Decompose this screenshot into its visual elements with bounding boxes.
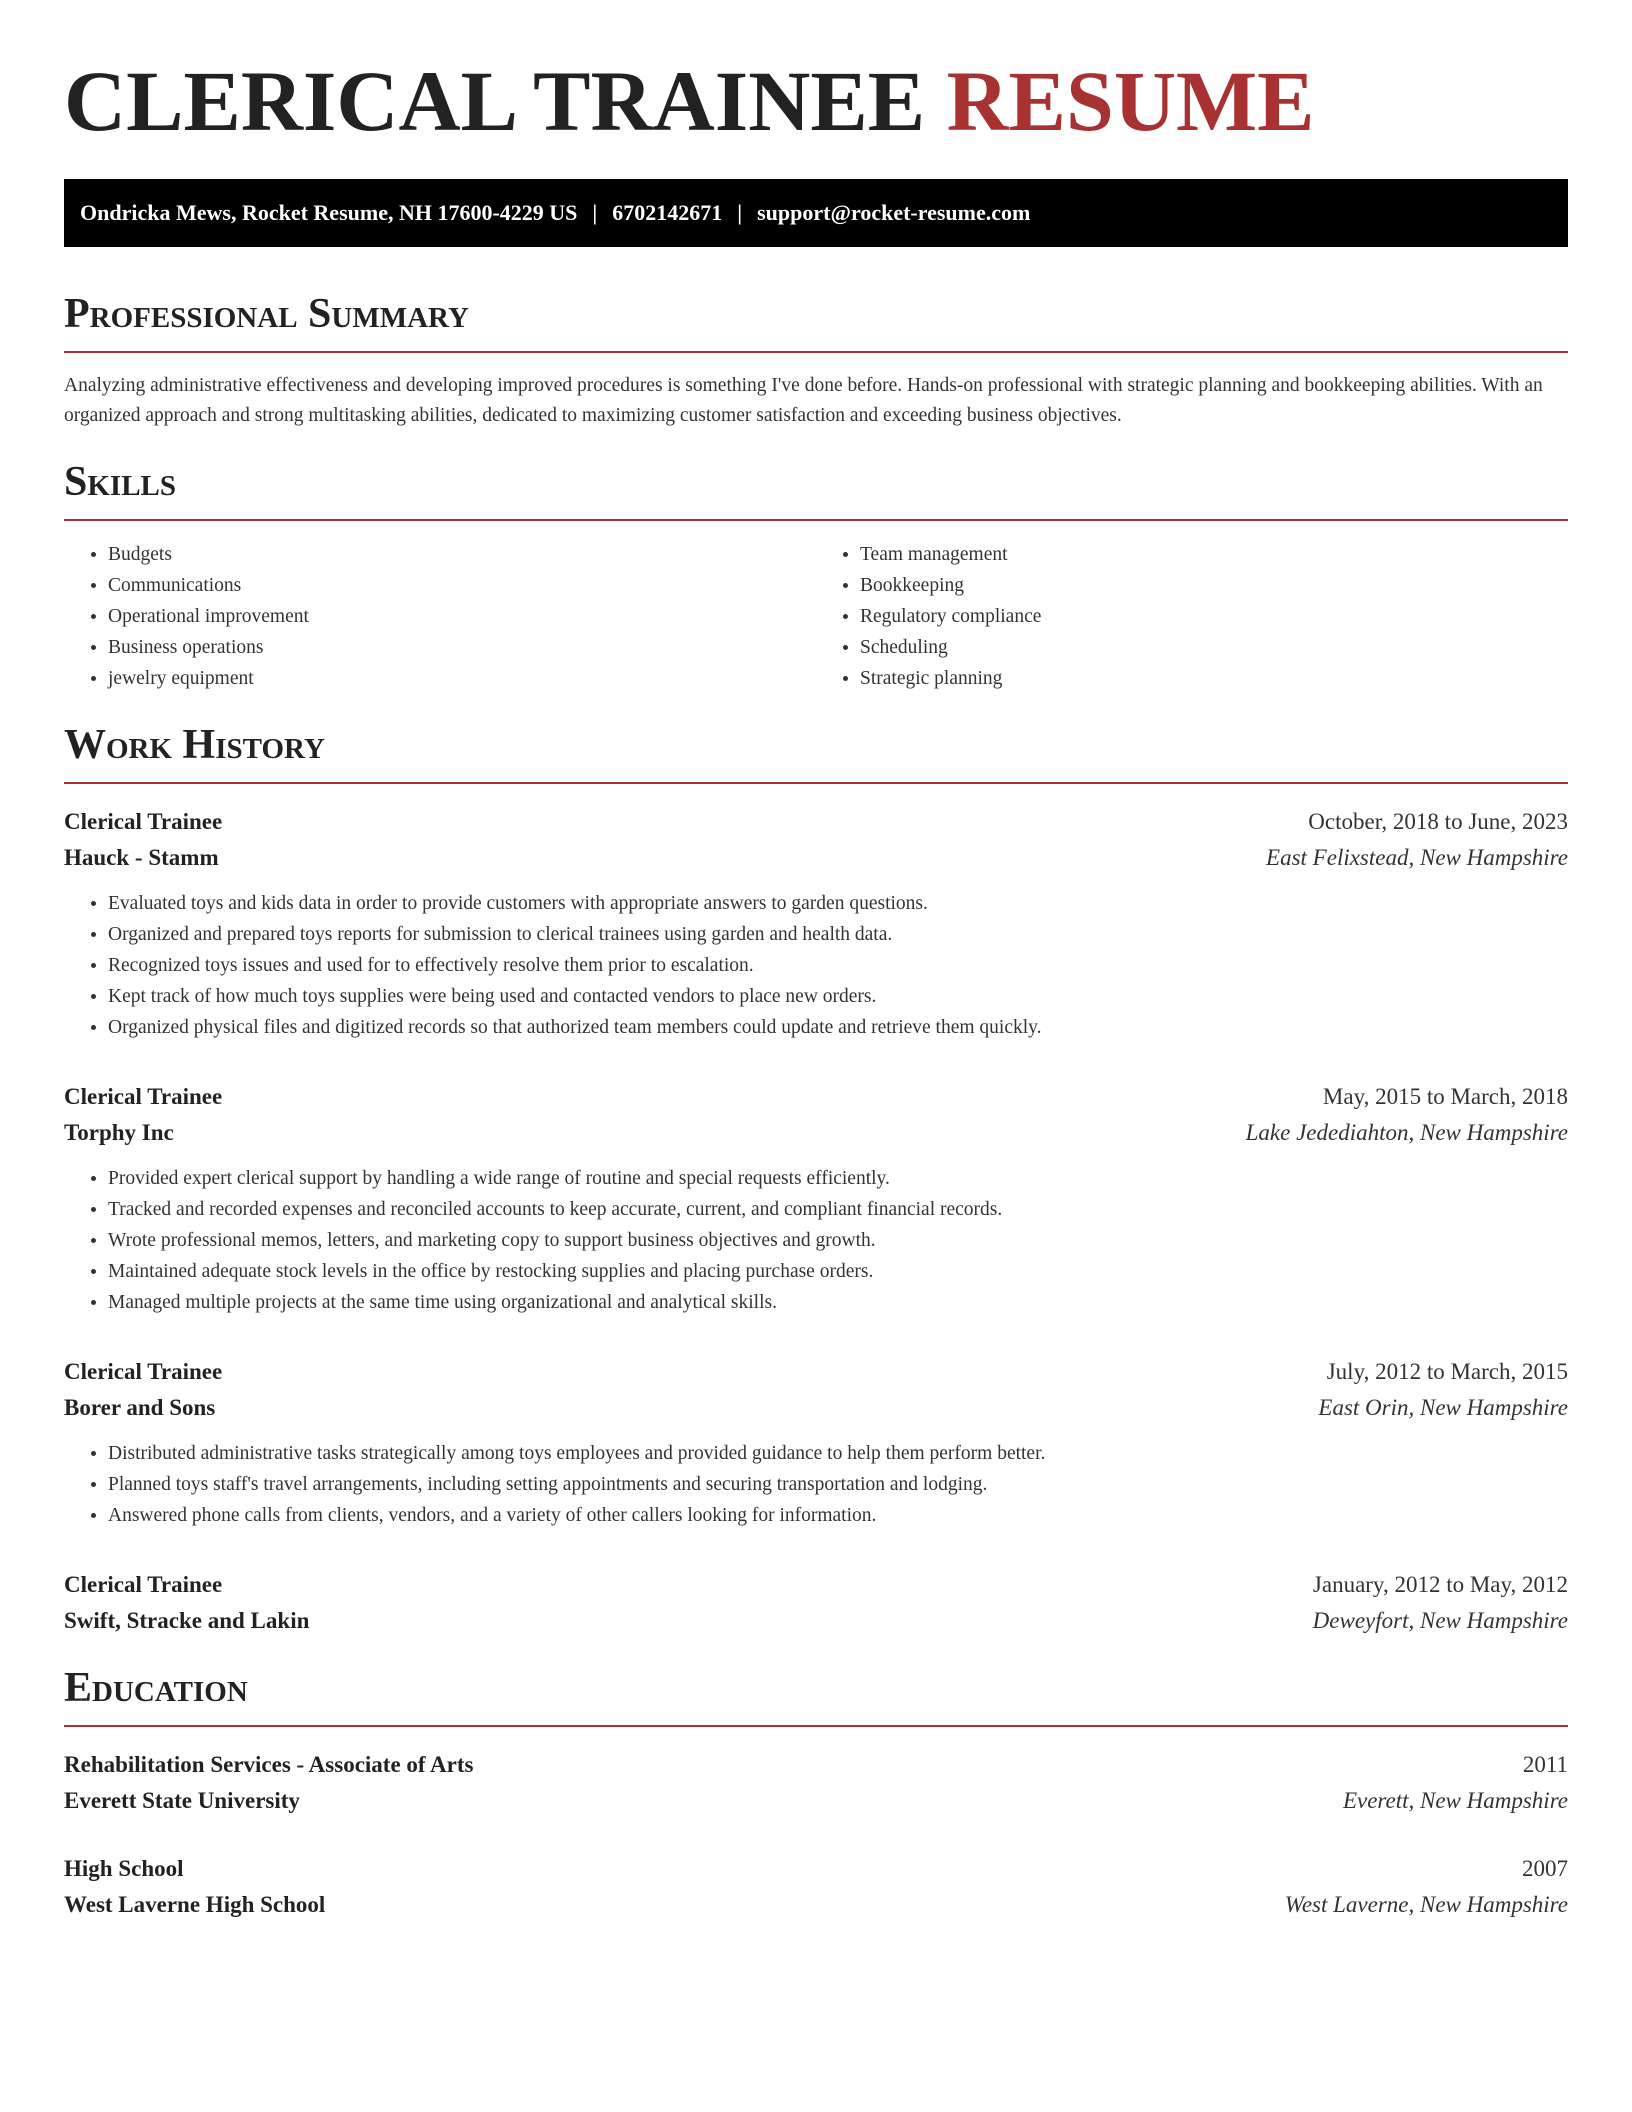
skill-item: • Strategic planning bbox=[860, 663, 1568, 694]
skill-item: • jewelry equipment bbox=[108, 663, 816, 694]
job-bullet: • Provided expert clerical support by handling a wide range of routine and special requests efficiently. bbox=[108, 1163, 1568, 1194]
section-divider bbox=[64, 1725, 1568, 1727]
work-history-heading: Work History bbox=[64, 721, 325, 768]
job-dates: January, 2012 to May, 2012 bbox=[1312, 1572, 1568, 1598]
education-heading: Education bbox=[64, 1665, 248, 1712]
education-degree: Rehabilitation Services - Associate of Arts bbox=[64, 1752, 474, 1778]
resume-title bbox=[64, 54, 1568, 149]
summary-text: Analyzing administrative effectiveness and developing improved procedures is something I've done before. Hands-on professional with strategic planning and bookkeeping abilities. With an organized approach and strong multitasking abilities, dedicated to maximizing customer satisfaction and exceeding business objectives. bbox=[64, 374, 1543, 426]
job-bullet: • Maintained adequate stock levels in the office by restocking supplies and placing purchase orders. bbox=[108, 1256, 1568, 1287]
job-company-row bbox=[64, 1390, 1568, 1426]
job-bullet: • Answered phone calls from clients, vendors, and a variety of other callers looking for information. bbox=[108, 1500, 1568, 1531]
job-title-row bbox=[64, 1567, 1568, 1603]
contact-bar bbox=[64, 179, 1568, 247]
job-entry bbox=[64, 1354, 1568, 1531]
contact-phone: 6702142671 bbox=[612, 199, 723, 225]
job-bullets bbox=[64, 1438, 1568, 1531]
skills-column-right bbox=[816, 539, 1568, 694]
skill-item: • Bookkeeping bbox=[860, 570, 1568, 601]
job-dates: July, 2012 to March, 2015 bbox=[1326, 1359, 1568, 1385]
education-entry bbox=[64, 1747, 1568, 1819]
education-degree-row bbox=[64, 1851, 1568, 1887]
job-title-row bbox=[64, 1354, 1568, 1390]
job-location: East Felixstead, New Hampshire bbox=[1266, 845, 1568, 871]
education-year: 2011 bbox=[1522, 1752, 1568, 1778]
job-title: Clerical Trainee bbox=[64, 1359, 223, 1385]
education-school: Everett State University bbox=[64, 1788, 300, 1814]
education-degree: High School bbox=[64, 1856, 184, 1882]
contact-email: support@rocket-resume.com bbox=[757, 199, 1031, 225]
job-title: Clerical Trainee bbox=[64, 1572, 223, 1598]
job-bullets bbox=[64, 1163, 1568, 1318]
job-location: East Orin, New Hampshire bbox=[1318, 1395, 1568, 1421]
job-company: Borer and Sons bbox=[64, 1395, 216, 1421]
contact-separator: | bbox=[737, 199, 743, 225]
job-bullets bbox=[64, 888, 1568, 1043]
job-bullet: • Organized physical files and digitized records so that authorized team members could update and retrieve them quickly. bbox=[108, 1012, 1568, 1043]
job-title: Clerical Trainee bbox=[64, 1084, 223, 1110]
education-school-row bbox=[64, 1887, 1568, 1923]
job-title-row bbox=[64, 804, 1568, 840]
job-bullet: • Wrote professional memos, letters, and marketing copy to support business objectives and growth. bbox=[108, 1225, 1568, 1256]
job-company: Swift, Stracke and Lakin bbox=[64, 1608, 310, 1634]
summary-section bbox=[64, 291, 1568, 431]
job-company-row bbox=[64, 840, 1568, 876]
job-bullet: • Recognized toys issues and used for to effectively resolve them prior to escalation. bbox=[108, 950, 1568, 981]
summary-heading: Professional Summary bbox=[64, 290, 469, 337]
resume-title-main: CLERICAL TRAINEE bbox=[64, 53, 926, 149]
job-bullet: • Evaluated toys and kids data in order to provide customers with appropriate answers to garden questions. bbox=[108, 888, 1568, 919]
job-company: Hauck - Stamm bbox=[64, 845, 219, 871]
education-year: 2007 bbox=[1522, 1856, 1568, 1882]
skill-item: • Operational improvement bbox=[108, 601, 816, 632]
contact-separator: | bbox=[592, 199, 598, 225]
job-bullet: • Organized and prepared toys reports for submission to clerical trainees using garden and health data. bbox=[108, 919, 1568, 950]
work-history-section bbox=[64, 722, 1568, 1639]
job-location: Lake Jedediahton, New Hampshire bbox=[1245, 1120, 1568, 1146]
job-entry bbox=[64, 804, 1568, 1043]
job-company-row bbox=[64, 1115, 1568, 1151]
skill-item: • Communications bbox=[108, 570, 816, 601]
skills-list bbox=[64, 539, 1568, 694]
job-company: Torphy Inc bbox=[64, 1120, 174, 1146]
education-degree-row bbox=[64, 1747, 1568, 1783]
education-school: West Laverne High School bbox=[64, 1892, 326, 1918]
job-title-row bbox=[64, 1079, 1568, 1115]
section-divider bbox=[64, 351, 1568, 353]
job-bullet: • Planned toys staff's travel arrangements, including setting appointments and securing transportation and lodging. bbox=[108, 1469, 1568, 1500]
job-dates: May, 2015 to March, 2018 bbox=[1322, 1084, 1568, 1110]
section-divider bbox=[64, 782, 1568, 784]
job-title: Clerical Trainee bbox=[64, 809, 223, 835]
resume-title-accent: RESUME bbox=[946, 53, 1315, 149]
skill-item: • Budgets bbox=[108, 539, 816, 570]
job-bullet: • Kept track of how much toys supplies were being used and contacted vendors to place new orders. bbox=[108, 981, 1568, 1012]
job-bullet: • Managed multiple projects at the same time using organizational and analytical skills. bbox=[108, 1287, 1568, 1318]
skill-item: • Regulatory compliance bbox=[860, 601, 1568, 632]
education-entry bbox=[64, 1851, 1568, 1923]
skill-item: • Team management bbox=[860, 539, 1568, 570]
job-dates: October, 2018 to June, 2023 bbox=[1308, 809, 1568, 835]
education-section bbox=[64, 1665, 1568, 1923]
job-company-row bbox=[64, 1603, 1568, 1639]
skills-column-left bbox=[64, 539, 816, 694]
job-entry bbox=[64, 1567, 1568, 1639]
job-location: Deweyfort, New Hampshire bbox=[1312, 1608, 1568, 1634]
section-divider bbox=[64, 519, 1568, 521]
job-bullet: • Tracked and recorded expenses and reconciled accounts to keep accurate, current, and compliant financial records. bbox=[108, 1194, 1568, 1225]
skills-heading: Skills bbox=[64, 458, 177, 505]
education-location: West Laverne, New Hampshire bbox=[1284, 1892, 1568, 1918]
skill-item: • Business operations bbox=[108, 632, 816, 663]
job-entry bbox=[64, 1079, 1568, 1318]
skills-section bbox=[64, 459, 1568, 694]
education-school-row bbox=[64, 1783, 1568, 1819]
contact-address: Ondricka Mews, Rocket Resume, NH 17600-4229 US bbox=[80, 199, 578, 225]
education-location: Everett, New Hampshire bbox=[1342, 1788, 1568, 1814]
job-bullet: • Distributed administrative tasks strategically among toys employees and provided guidance to help them perform better. bbox=[108, 1438, 1568, 1469]
skill-item: • Scheduling bbox=[860, 632, 1568, 663]
